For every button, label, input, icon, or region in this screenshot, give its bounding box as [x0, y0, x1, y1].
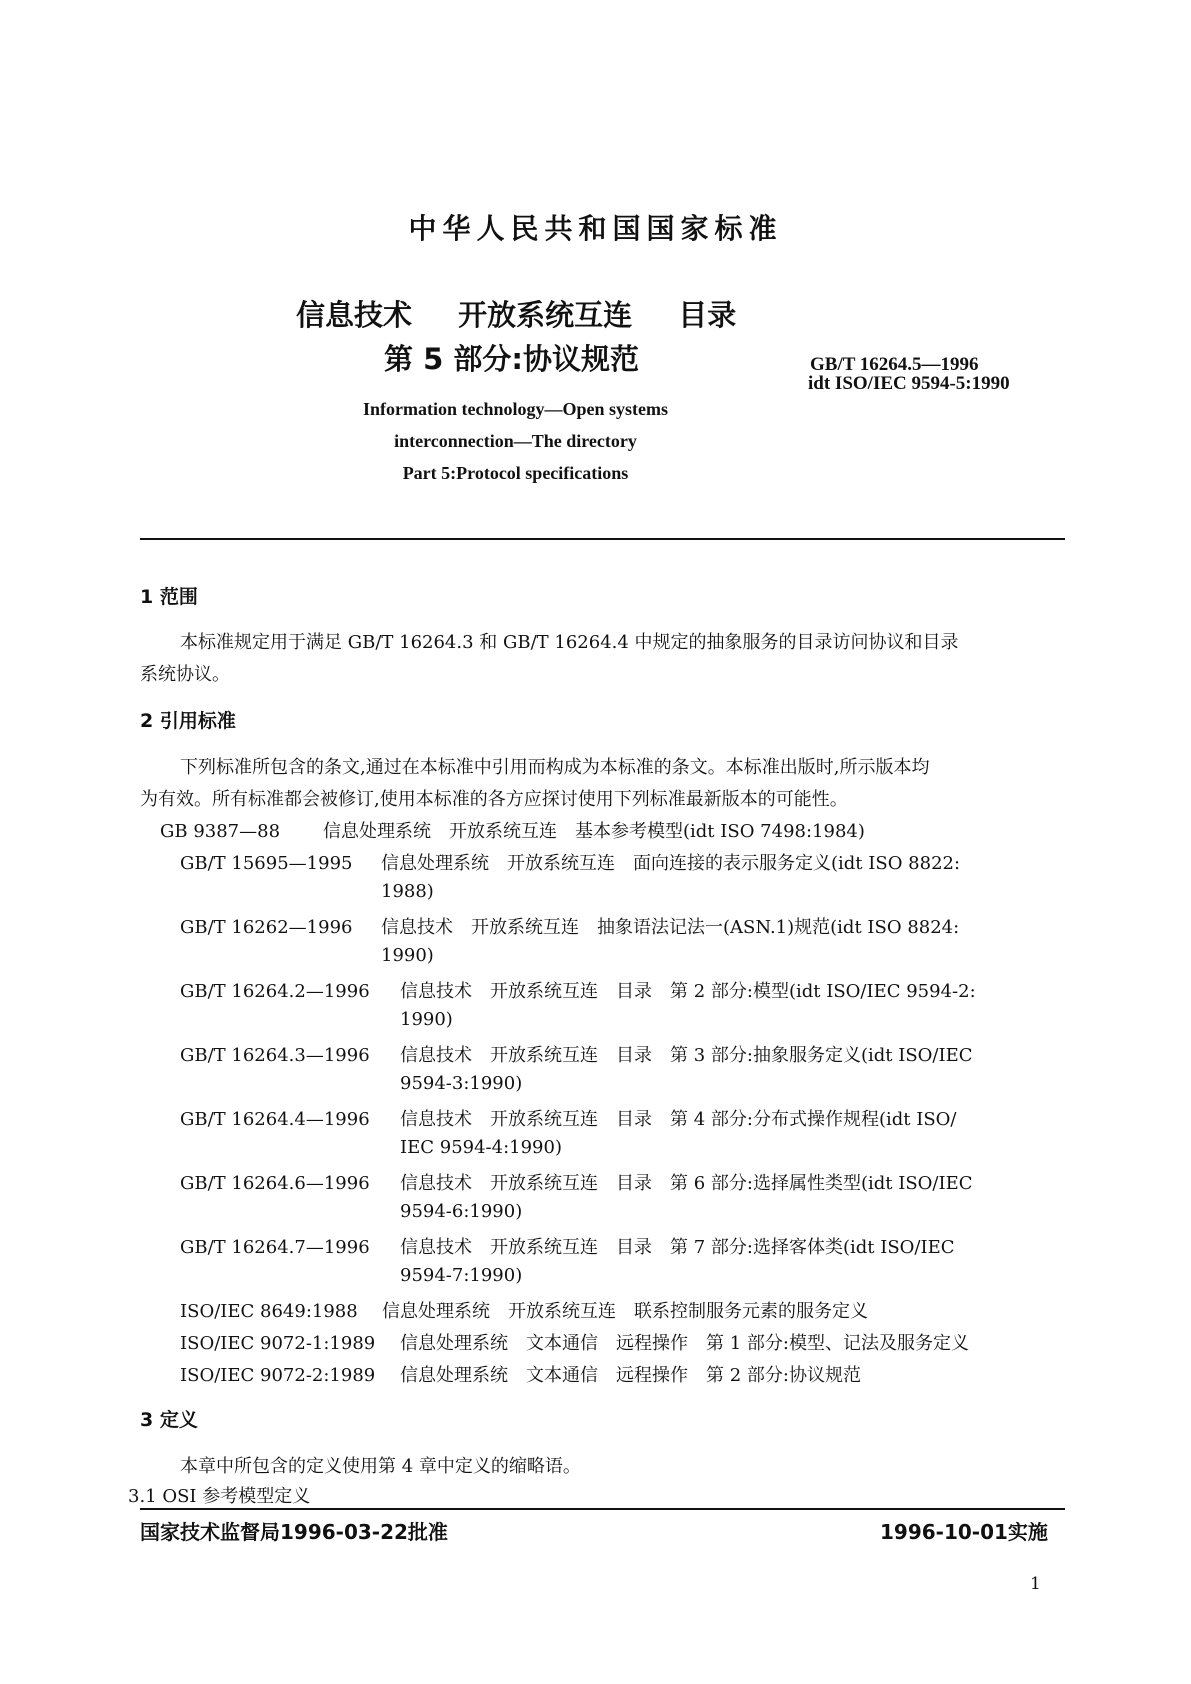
reference-item [180, 1361, 861, 1387]
reference-item [180, 913, 959, 939]
reference-item [180, 1297, 868, 1323]
standard-number: GB/T 16264.5—1996 [810, 354, 979, 375]
reference-title: 信息技术 开放系统互连 目录 第 4 部分:分布式操作规程(idt ISO/ [400, 1109, 957, 1130]
section2-heading: 2 引用标准 [140, 710, 236, 732]
reference-title: 信息处理系统 开放系统互连 联系控制服务元素的服务定义 [382, 1301, 868, 1322]
section3-heading: 3 定义 [140, 1409, 198, 1431]
reference-code: GB/T 16264.3—1996 [180, 1045, 370, 1066]
english-title-line2: interconnection—The directory [394, 431, 637, 451]
reference-continuation: 1990) [400, 1009, 453, 1030]
reference-item [180, 1169, 973, 1195]
page-number: 1 [1030, 1574, 1041, 1594]
approval-date: 国家技术监督局1996-03-22批准 [140, 1520, 448, 1544]
title-part-it: 信息技术 [296, 298, 413, 332]
reference-code: GB 9387—88 [160, 821, 281, 842]
reference-code: GB/T 15695—1995 [180, 853, 353, 874]
section3-para: 本章中所包含的定义使用第 4 章中定义的缩略语。 [180, 1456, 581, 1477]
national-standard-title: 中华人民共和国国家标准 [408, 212, 783, 245]
reference-continuation: 9594-7:1990) [400, 1265, 523, 1286]
section3-1-heading: 3.1 OSI 参考模型定义 [128, 1486, 311, 1507]
reference-code: ISO/IEC 9072-2:1989 [180, 1365, 376, 1386]
standard-idt: idt ISO/IEC 9594-5:1990 [808, 373, 1010, 394]
reference-title: 信息处理系统 文本通信 远程操作 第 2 部分:协议规范 [400, 1365, 861, 1386]
reference-item [180, 1105, 956, 1131]
reference-code: GB/T 16264.6—1996 [180, 1173, 370, 1194]
section1-para-line1: 本标准规定用于满足 GB/T 16264.3 和 GB/T 16264.4 中规定的抽象服务的目录访问协议和目录 [180, 632, 959, 653]
section1-para-line2: 系统协议。 [140, 664, 230, 685]
effective-date: 1996-10-01实施 [880, 1520, 1048, 1544]
reference-title: 信息处理系统 开放系统互连 基本参考模型(idt ISO 7498:1984) [323, 821, 865, 842]
title-part-directory: 目录 [678, 298, 737, 332]
reference-continuation: 1990) [381, 945, 434, 966]
reference-title: 信息技术 开放系统互连 目录 第 6 部分:选择属性类型(idt ISO/IEC [400, 1173, 973, 1194]
reference-item [180, 977, 976, 1003]
reference-item [180, 1233, 955, 1259]
reference-continuation: 9594-6:1990) [400, 1201, 523, 1222]
reference-code: ISO/IEC 8649:1988 [180, 1301, 358, 1322]
reference-title: 信息技术 开放系统互连 目录 第 3 部分:抽象服务定义(idt ISO/IEC [400, 1045, 973, 1066]
reference-title: 信息处理系统 开放系统互连 面向连接的表示服务定义(idt ISO 8822: [381, 853, 961, 874]
english-title-line1: Information technology—Open systems [363, 399, 668, 419]
reference-continuation: IEC 9594-4:1990) [400, 1137, 562, 1158]
reference-title: 信息技术 开放系统互连 目录 第 7 部分:选择客体类(idt ISO/IEC [400, 1237, 955, 1258]
document-title-line1 [296, 293, 772, 334]
reference-title: 信息处理系统 文本通信 远程操作 第 1 部分:模型、记法及服务定义 [400, 1333, 969, 1354]
reference-code: GB/T 16262—1996 [180, 917, 353, 938]
header-divider [140, 538, 1065, 540]
reference-item [180, 849, 960, 875]
reference-item [180, 1041, 973, 1067]
reference-continuation: 1988) [381, 881, 434, 902]
reference-title: 信息技术 开放系统互连 目录 第 2 部分:模型(idt ISO/IEC 9594-2: [400, 981, 976, 1002]
reference-title: 信息技术 开放系统互连 抽象语法记法一(ASN.1)规范(idt ISO 8824: [381, 917, 960, 938]
reference-code: GB/T 16264.7—1996 [180, 1237, 370, 1258]
english-title-line3: Part 5:Protocol specifications [402, 463, 629, 483]
reference-item [160, 817, 865, 843]
title-part-osi: 开放系统互连 [458, 298, 633, 332]
document-title-line2: 第 5 部分:协议规范 [384, 342, 639, 376]
section2-para-line1: 下列标准所包含的条文,通过在本标准中引用而构成为本标准的条文。本标准出版时,所示版本均 [180, 757, 930, 778]
footer-divider [140, 1508, 1065, 1510]
reference-code: ISO/IEC 9072-1:1989 [180, 1333, 376, 1354]
reference-continuation: 9594-3:1990) [400, 1073, 523, 1094]
reference-code: GB/T 16264.4—1996 [180, 1109, 370, 1130]
section1-heading: 1 范围 [140, 586, 198, 608]
reference-item [180, 1329, 969, 1355]
reference-code: GB/T 16264.2—1996 [180, 981, 370, 1002]
section2-para-line2: 为有效。所有标准都会被修订,使用本标准的各方应探讨使用下列标准最新版本的可能性。 [140, 789, 848, 810]
